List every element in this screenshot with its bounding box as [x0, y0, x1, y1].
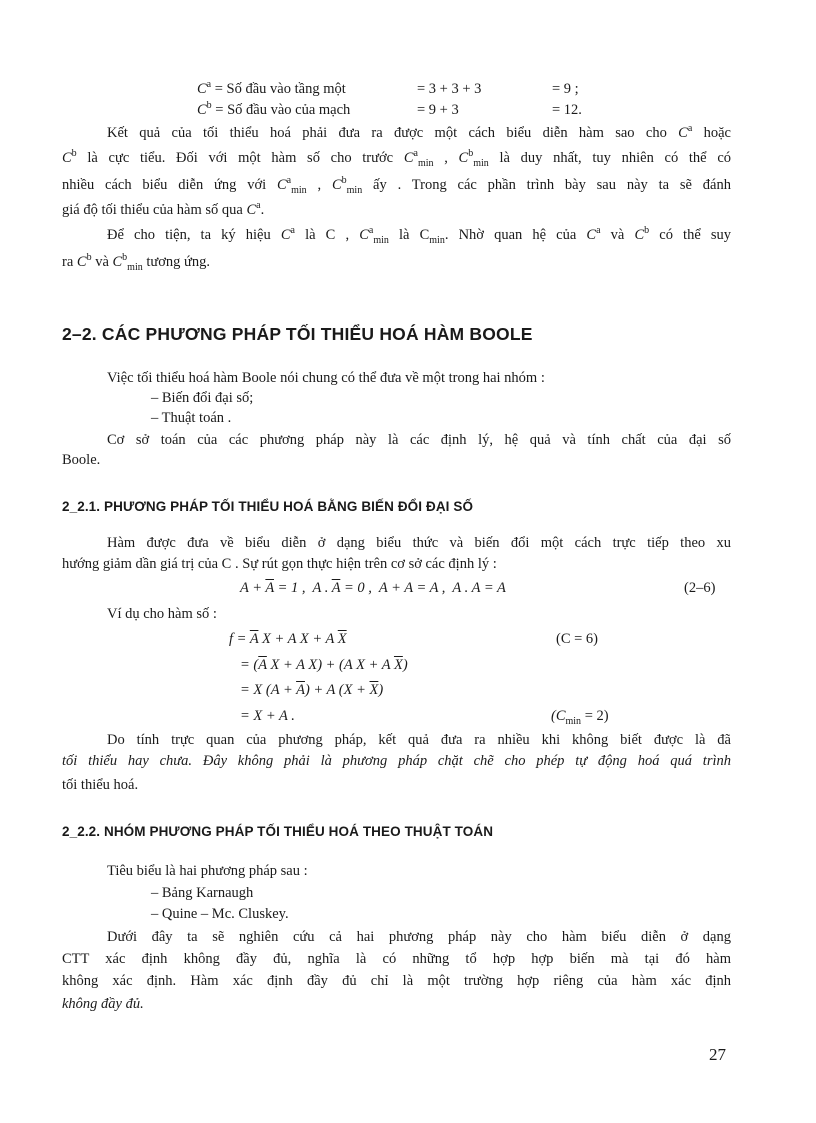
formula-ca-expr: = 3 + 3 + 3	[417, 81, 482, 97]
sub1-after1: Do tính trực quan của phương pháp, kết quả đưa ra nhiều khi không biết được là đã	[107, 732, 731, 748]
sub2-bullet2: – Quine – Mc. Cluskey.	[151, 906, 289, 922]
example-eq-2: = ($\overline{A}$ X + A X) + (A X + A $\overline{X}$)	[240, 657, 408, 673]
sub2-bullet1: – Bảng Karnaugh	[151, 885, 254, 901]
formula-ca: $C^a$ = Số đầu vào tầng một	[197, 79, 346, 97]
intro-line2: Cơ sở toán của các phương pháp này là các định lý, hệ quả và tính chất của đại số	[107, 432, 731, 448]
intro-line1: Việc tối thiểu hoá hàm Boole nói chung có thể đưa về một trong hai nhóm :	[107, 370, 545, 386]
para2-line1: Để cho tiện, ta ký hiệu $C^a$ là C , $C^a_{min}$ là $C_{min}$. Nhờ quan hệ của $C^a$ và $C^b$ có thể suy	[107, 225, 732, 246]
equation-tag: (2–6)	[684, 580, 716, 596]
sub1-line1: Hàm được đưa về biểu diễn ở dạng biểu thức và biến đổi một cách trực tiếp theo xu	[107, 535, 731, 551]
formula-cb: $C^b$ = Số đầu vào của mạch	[197, 100, 351, 118]
subsection-title-1: 2_2.1. PHƯƠNG PHÁP TỐI THIỂU HOÁ BẰNG BIẾN ĐỔI ĐẠI SỐ	[62, 499, 474, 514]
formula-ca-result: = 9 ;	[552, 81, 579, 97]
formula-cb-result: = 12.	[552, 102, 582, 118]
para1-line3: nhiều cách biểu diễn ứng với $C^a_{min}$ , $C^b_{min}$ ấy . Trong các phần trình bày sau này ta sẽ đánh	[62, 175, 731, 196]
sub1-line2: hướng giảm dần giá trị của C . Sự rút gọn thực hiện trên cơ sở các định lý :	[62, 556, 497, 572]
example-eq-3: = X $(A + \overline{A}) + A$ $(X + \overline{X})$	[240, 682, 384, 698]
theorem-equation: $A + \overline{A} = 1$ , A . $\overline{A} = 0$ , A + A = A , A . A = A	[240, 580, 506, 596]
example-eq-1: $f = \overline{A}$ X + A X + A $\overline{X}$	[229, 631, 347, 647]
section-title: 2–2. CÁC PHƯƠNG PHÁP TỐI THIỂU HOÁ HÀM BOOLE	[62, 324, 533, 344]
sub2-para-line3: không xác định. Hàm xác định đầy đủ chỉ là một trường hợp riêng của hàm xác định	[62, 973, 731, 989]
example-label: Ví dụ cho hàm số :	[107, 606, 217, 622]
example-cmin: $(C_{min} = 2)$	[551, 708, 609, 727]
sub2-para-line2: CTT xác định không đầy đủ, nghĩa là có những tổ hợp hợp biến mà tại đó hàm	[62, 951, 731, 967]
formula-cb-expr: = 9 + 3	[417, 102, 459, 118]
para1-line1: Kết quả của tối thiểu hoá phải đưa ra được một cách biểu diễn hàm sao cho $C^a$ hoặc	[107, 123, 731, 141]
sub1-after2: tối thiểu hay chưa. Đây không phải là phương pháp chặt chẽ cho phép tự động hoá quá trình	[62, 753, 731, 769]
sub2-para-line4: không đầy đủ.	[62, 996, 144, 1012]
sub2-line1: Tiêu biểu là hai phương pháp sau :	[107, 863, 308, 879]
sub2-para-line1: Dưới đây ta sẽ nghiên cứu cả hai phương pháp này cho hàm biểu diễn ở dạng	[107, 929, 731, 945]
intro-bullet2: – Thuật toán .	[151, 410, 232, 426]
para1-line2: $C^b$ là cực tiểu. Đối với một hàm số cho trước $C^a_{min}$ , $C^b_{min}$ là duy nhất, tuy nhiên có thể có	[62, 148, 731, 169]
page-number: 27	[709, 1045, 726, 1064]
intro-line3: Boole.	[62, 452, 101, 468]
example-eq-4: = X + A .	[240, 708, 295, 724]
para1-line4: giá độ tối thiểu của hàm số qua $C^a$.	[62, 200, 265, 218]
example-c6: (C = 6)	[556, 631, 599, 647]
subsection-title-2: 2_2.2. NHÓM PHƯƠNG PHÁP TỐI THIỂU HOÁ THEO THUẬT TOÁN	[62, 824, 494, 839]
intro-bullet1: – Biến đổi đại số;	[151, 390, 254, 406]
para2-line2: ra $C^b$ và $C^b_{min}$ tương ứng.	[62, 252, 211, 273]
sub1-after3: tối thiểu hoá.	[62, 777, 139, 793]
